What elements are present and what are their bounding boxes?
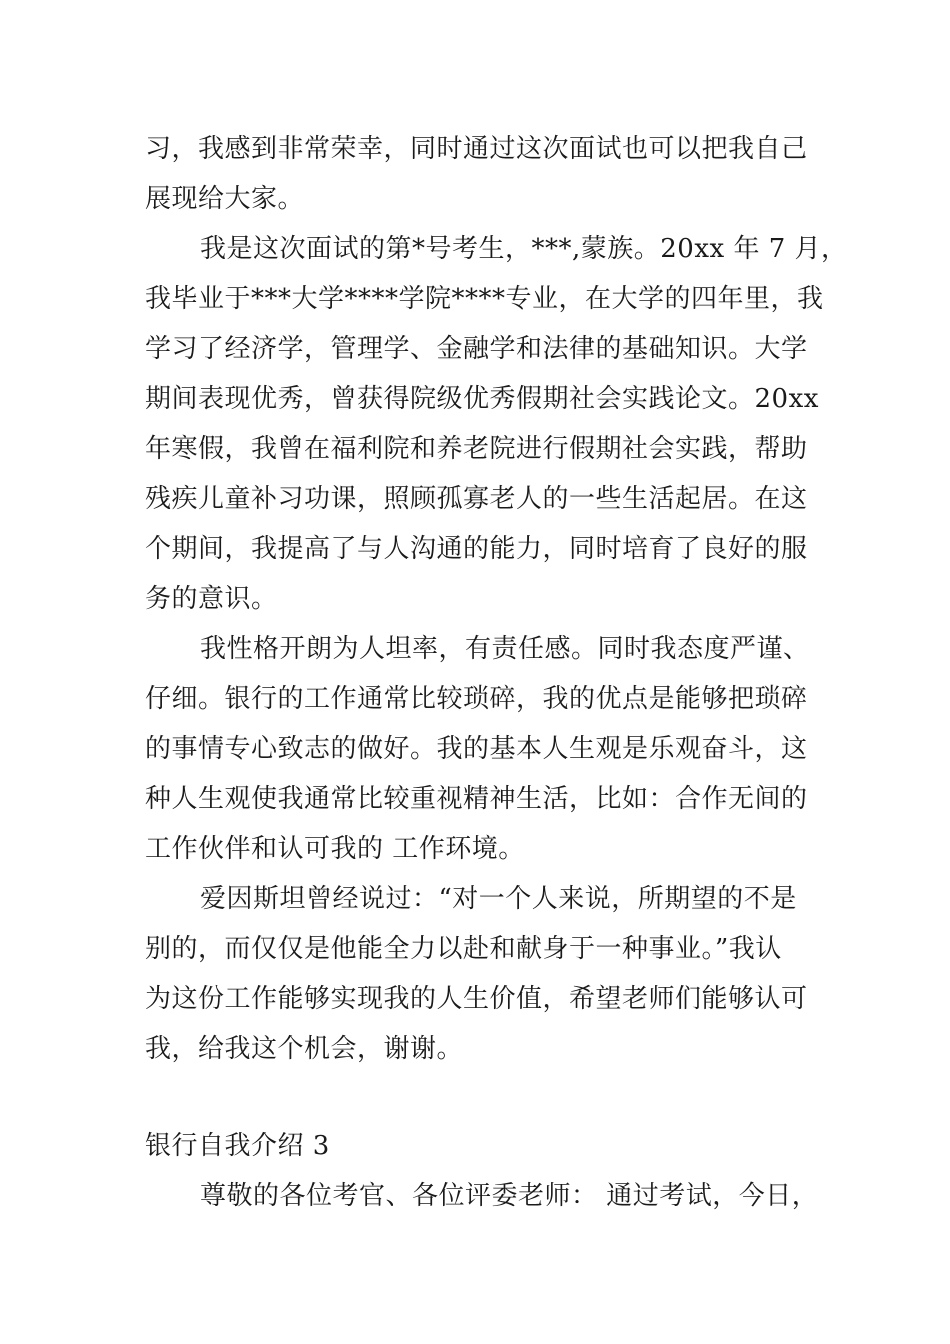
text-line: 别的，而仅仅是他能全力以赴和献身于一种事业。”我认 <box>145 934 782 964</box>
text-line: 展现给大家。 <box>145 184 305 214</box>
text-line: 务的意识。 <box>145 584 278 614</box>
text-line: 年寒假，我曾在福利院和养老院进行假期社会实践，帮助 <box>145 434 808 464</box>
text-line: 个期间，我提高了与人沟通的能力，同时培育了良好的服 <box>145 534 808 564</box>
paragraph-first-line: 我是这次面试的第*号考生，***,蒙族。20xx 年 7 月， <box>200 234 848 264</box>
text-line: 期间表现优秀，曾获得院级优秀假期社会实践论文。20xx <box>145 384 819 414</box>
text-line: 工作伙伴和认可我的 工作环境。 <box>145 834 525 864</box>
text-line: 残疾儿童补习功课，照顾孤寡老人的一些生活起居。在这 <box>145 484 808 514</box>
text-line: 习，我感到非常荣幸，同时通过这次面试也可以把我自己 <box>145 134 808 164</box>
text-line: 学习了经济学，管理学、金融学和法律的基础知识。大学 <box>145 334 808 364</box>
section-title: 银行自我介绍 3 <box>145 1131 330 1161</box>
paragraph-first-line: 爱因斯坦曾经说过：“对一个人来说，所期望的不是 <box>200 884 797 914</box>
paragraph-first-line: 尊敬的各位考官、各位评委老师： 通过考试，今日， <box>200 1181 819 1211</box>
text-line: 为这份工作能够实现我的人生价值，希望老师们能够认可 <box>145 984 808 1014</box>
text-line: 种人生观使我通常比较重视精神生活，比如：合作无间的 <box>145 784 808 814</box>
text-line: 仔细。银行的工作通常比较琐碎，我的优点是能够把琐碎 <box>145 684 808 714</box>
text-line: 我，给我这个机会，谢谢。 <box>145 1034 464 1064</box>
text-line: 我毕业于***大学****学院****专业，在大学的四年里，我 <box>145 284 824 314</box>
paragraph-first-line: 我性格开朗为人坦率，有责任感。同时我态度严谨、 <box>200 634 810 664</box>
text-line: 的事情专心致志的做好。我的基本人生观是乐观奋斗，这 <box>145 734 808 764</box>
